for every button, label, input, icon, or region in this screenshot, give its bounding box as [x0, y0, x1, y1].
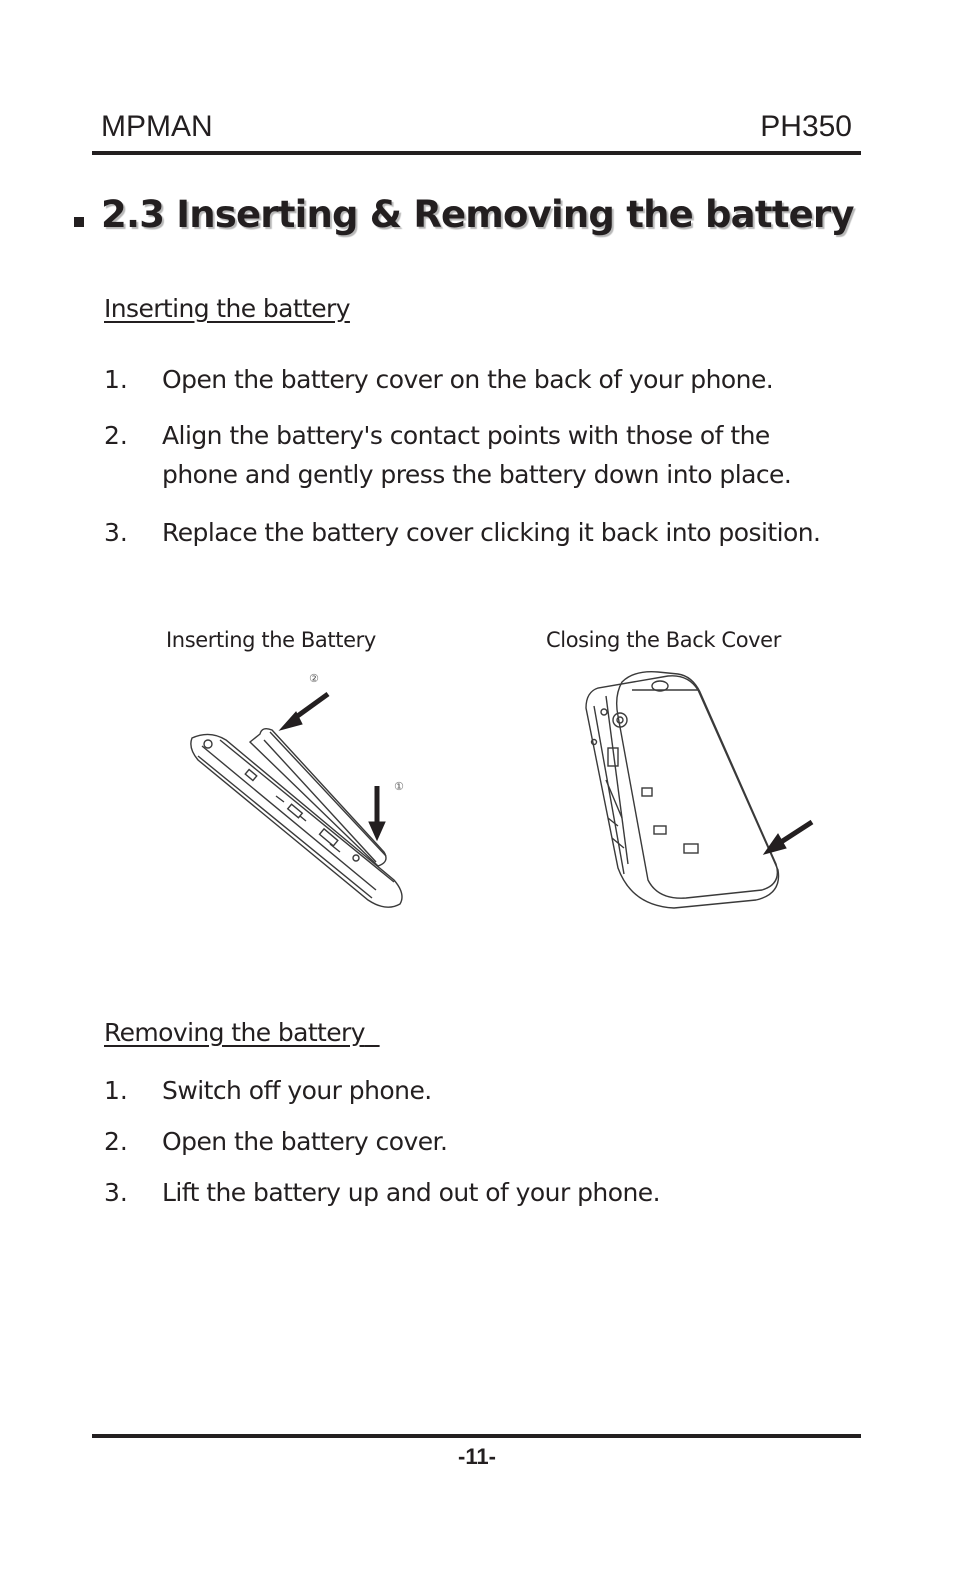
removing-step-1-number: 1. [104, 1076, 128, 1105]
step-marker-1: ① [394, 780, 404, 793]
removing-step-2-number: 2. [104, 1127, 128, 1156]
figure-caption-closing: Closing the Back Cover [546, 628, 781, 652]
inserting-step-3-number: 3. [104, 518, 128, 547]
inserting-step-2-text-line-2: phone and gently press the battery down into place. [162, 460, 792, 489]
inserting-heading: Inserting the battery [104, 294, 350, 323]
removing-heading-text: Removing the battery [104, 1018, 365, 1047]
inserting-battery-illustration [180, 668, 420, 918]
inserting-step-2-number: 2. [104, 421, 128, 450]
bullet-icon [74, 217, 84, 227]
closing-cover-illustration [578, 668, 818, 918]
inserting-step-1-text: Open the battery cover on the back of your phone. [162, 365, 774, 394]
removing-step-3-text: Lift the battery up and out of your phone. [162, 1178, 660, 1207]
step-marker-2: ② [309, 672, 319, 685]
inserting-step-1-number: 1. [104, 365, 128, 394]
page-number: -11- [458, 1444, 496, 1469]
figure-caption-inserting: Inserting the Battery [166, 628, 376, 652]
removing-step-2-text: Open the battery cover. [162, 1127, 448, 1156]
removing-heading [104, 1018, 380, 1047]
header-brand: MPMAN [101, 110, 213, 143]
inserting-step-2-text-line-1: Align the battery's contact points with those of the [162, 421, 770, 450]
inserting-step-3-text: Replace the battery cover clicking it back into position. [162, 518, 821, 547]
removing-step-3-number: 3. [104, 1178, 128, 1207]
section-title: 2.3 Inserting & Removing the battery [101, 193, 854, 236]
footer-rule [92, 1434, 861, 1438]
removing-step-1-text: Switch off your phone. [162, 1076, 432, 1105]
header-model: PH350 [760, 110, 852, 143]
header-rule [92, 151, 861, 155]
